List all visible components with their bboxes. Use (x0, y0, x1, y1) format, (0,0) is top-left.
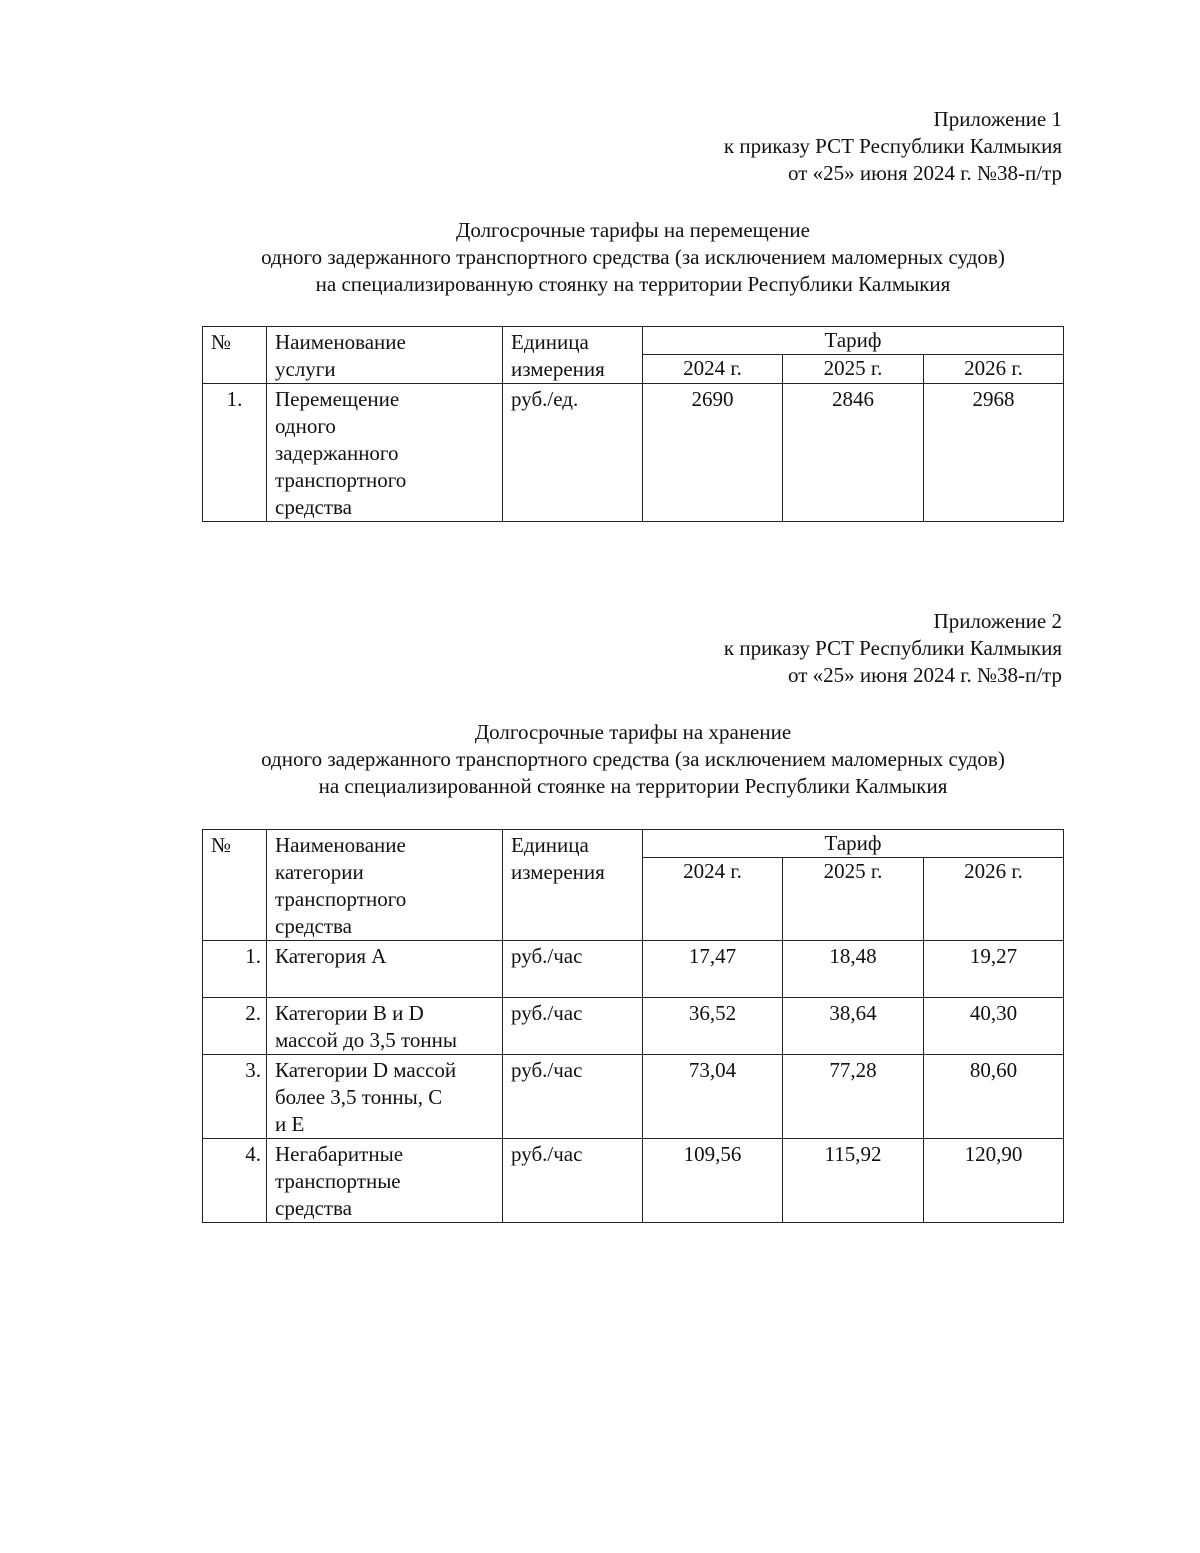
header-year-2025: 2025 г. (783, 355, 924, 384)
header-year-2026: 2026 г. (924, 858, 1064, 941)
category-name-line: более 3,5 тонны, С (275, 1085, 443, 1109)
header-name-line: услуги (275, 357, 336, 381)
category-name (267, 941, 503, 998)
table-1-header-row (203, 327, 1064, 355)
title-2-line3: на специализированной стоянке на территории Республики Калмыкия (318, 774, 948, 798)
title-1-line1: Долгосрочные тарифы на перемещение (456, 218, 810, 242)
table-row (203, 384, 1064, 522)
header-unit (503, 327, 643, 384)
title-1-line3: на специализированную стоянку на территории Республики Калмыкия (315, 272, 951, 296)
value-2025: 38,64 (783, 998, 924, 1055)
value-2024: 73,04 (643, 1055, 783, 1139)
category-name-line: Категории D массой (275, 1058, 457, 1082)
row-number: 1. (203, 941, 267, 998)
appendix-2-line3: от «25» июня 2024 г. №38-п/тр (787, 663, 1062, 687)
category-name-line: Категория А (275, 944, 387, 968)
value-2024: 109,56 (643, 1139, 783, 1223)
header-name (267, 830, 503, 941)
unit-cell: руб./час (503, 1139, 643, 1223)
header-tariff: Тариф (643, 327, 1064, 355)
value-2026: 2968 (924, 384, 1064, 522)
appendix-2-line2: к приказу РСТ Республики Калмыкия (723, 636, 1062, 660)
title-1-line2: одного задержанного транспортного средства (за исключением маломерных судов) (261, 245, 1005, 269)
tariff-table-1 (202, 326, 1064, 522)
service-name-line: одного (275, 414, 336, 438)
value-2024: 17,47 (643, 941, 783, 998)
header-tariff: Тариф (643, 830, 1064, 858)
header-name-line: средства (275, 914, 353, 938)
appendix-1-line1: Приложение 1 (933, 107, 1062, 131)
header-year-2024: 2024 г. (643, 858, 783, 941)
value-2025: 2846 (783, 384, 924, 522)
unit-cell: руб./час (503, 998, 643, 1055)
row-number: 1. (203, 384, 267, 522)
category-name-line: Негабаритные (275, 1142, 404, 1166)
service-name-line: средства (275, 495, 353, 519)
value-2026: 19,27 (924, 941, 1064, 998)
header-unit-line: Единица (511, 833, 589, 857)
header-name-line: Наименование (275, 833, 406, 857)
unit-cell: руб./час (503, 1055, 643, 1139)
service-name (267, 384, 503, 522)
value-2026: 40,30 (924, 998, 1064, 1055)
category-name (267, 998, 503, 1055)
service-name-line: Перемещение (275, 387, 400, 411)
tariff-table-2 (202, 829, 1064, 1223)
appendix-1-line3: от «25» июня 2024 г. №38-п/тр (787, 161, 1062, 185)
header-unit-line: измерения (511, 357, 605, 381)
appendix-1-line2: к приказу РСТ Республики Калмыкия (723, 134, 1062, 158)
table-row (203, 1139, 1064, 1223)
unit-cell: руб./час (503, 941, 643, 998)
unit-cell: руб./ед. (503, 384, 643, 522)
appendix-2-line1: Приложение 2 (933, 609, 1062, 633)
header-name (267, 327, 503, 384)
category-name-line: транспортные (275, 1169, 401, 1193)
category-name-line: Категории В и D (275, 1001, 424, 1025)
title-2 (200, 719, 1066, 800)
service-name-line: задержанного (275, 441, 399, 465)
header-year-2026: 2026 г. (924, 355, 1064, 384)
value-2025: 18,48 (783, 941, 924, 998)
header-unit-line: Единица (511, 330, 589, 354)
table-2-header-row (203, 830, 1064, 858)
row-number: 3. (203, 1055, 267, 1139)
category-name (267, 1055, 503, 1139)
header-unit (503, 830, 643, 941)
value-2024: 36,52 (643, 998, 783, 1055)
title-1 (200, 217, 1066, 298)
header-name-line: Наименование (275, 330, 406, 354)
value-2026: 80,60 (924, 1055, 1064, 1139)
value-2024: 2690 (643, 384, 783, 522)
header-unit-line: измерения (511, 860, 605, 884)
category-name-line: и Е (275, 1112, 305, 1136)
value-2025: 77,28 (783, 1055, 924, 1139)
header-no: № (203, 830, 267, 941)
row-number: 2. (203, 998, 267, 1055)
table-row (203, 1055, 1064, 1139)
header-year-2024: 2024 г. (643, 355, 783, 384)
appendix-2-header (724, 608, 1062, 689)
title-2-line2: одного задержанного транспортного средства (за исключением маломерных судов) (261, 747, 1005, 771)
category-name-line: массой до 3,5 тонны (275, 1028, 458, 1052)
header-no: № (203, 327, 267, 384)
header-name-line: транспортного (275, 887, 407, 911)
table-row (203, 941, 1064, 998)
service-name-line: транспортного (275, 468, 407, 492)
category-name (267, 1139, 503, 1223)
row-number: 4. (203, 1139, 267, 1223)
header-year-2025: 2025 г. (783, 858, 924, 941)
header-name-line: категории (275, 860, 364, 884)
category-name-line: средства (275, 1196, 353, 1220)
value-2026: 120,90 (924, 1139, 1064, 1223)
appendix-1-header (724, 106, 1062, 187)
value-2025: 115,92 (783, 1139, 924, 1223)
title-2-line1: Долгосрочные тарифы на хранение (474, 720, 792, 744)
table-row (203, 998, 1064, 1055)
